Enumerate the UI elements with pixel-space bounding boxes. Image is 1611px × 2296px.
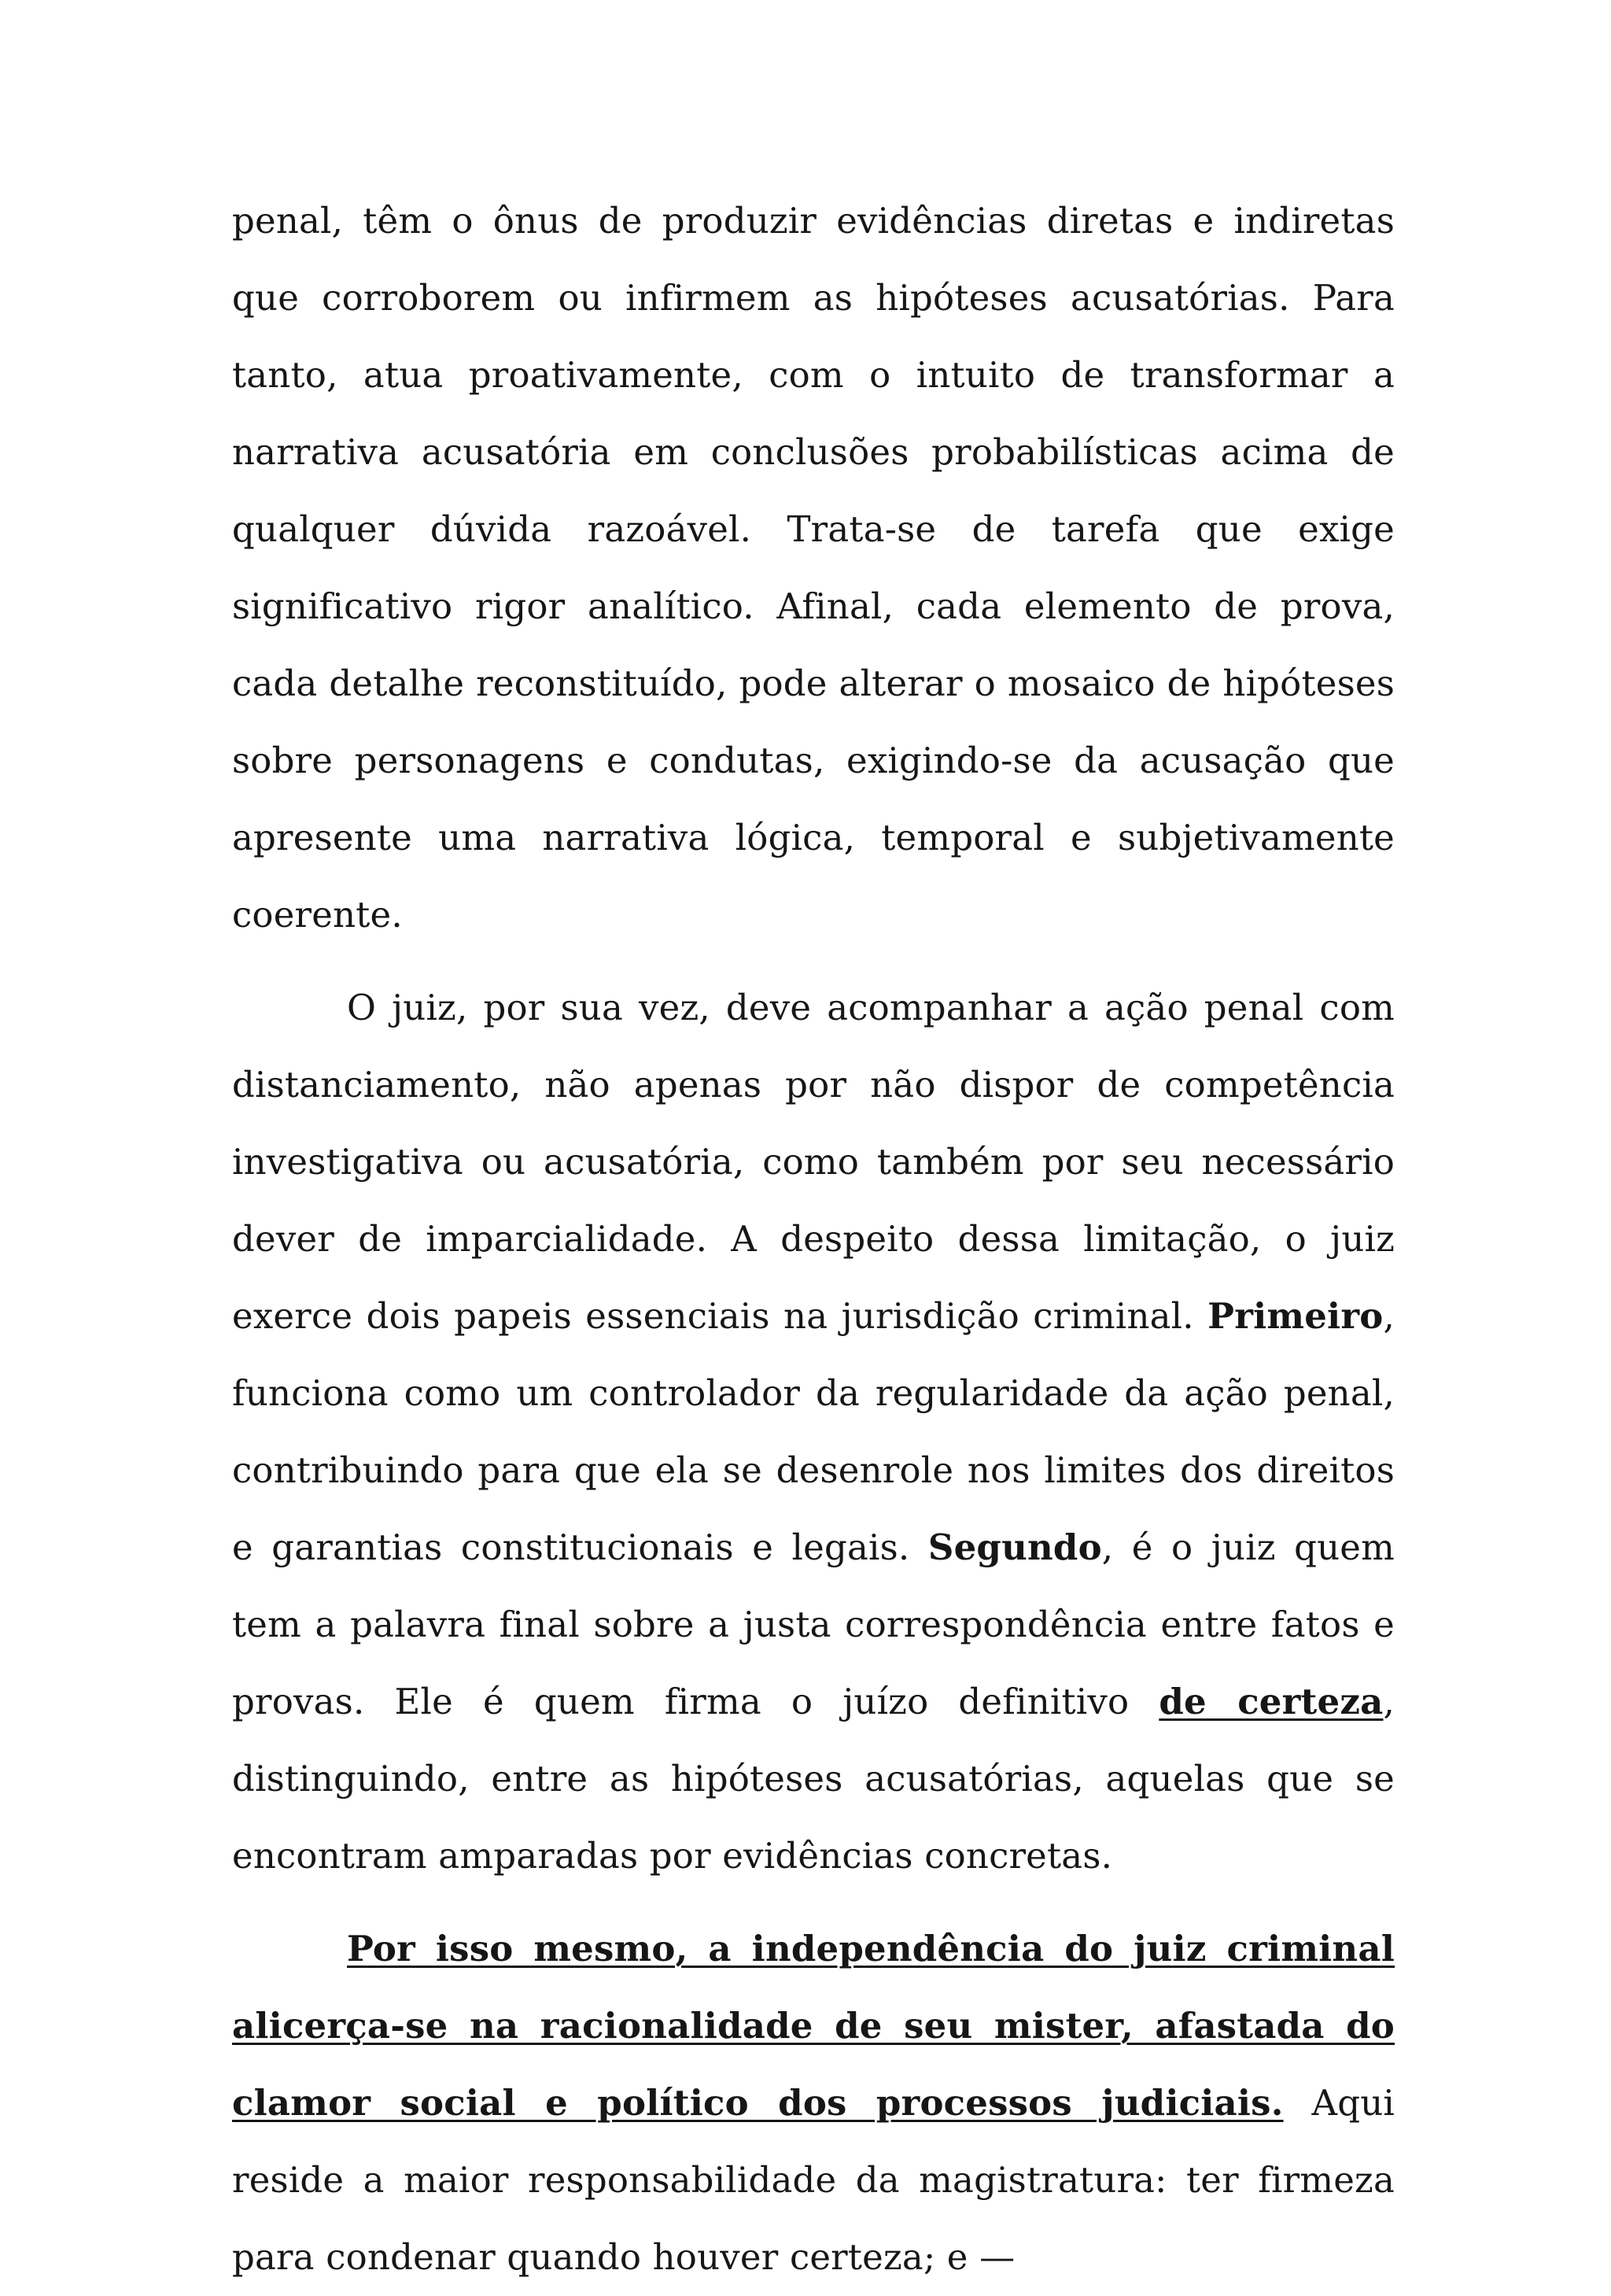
paragraph-3-text: Aqui reside a maior responsabilidade da magistratura: ter firmeza para condenar quando houver certeza; e —: [232, 2082, 1395, 2278]
paragraph-1-text: penal, têm o ônus de produzir evidências diretas e indiretas que corroborem ou infirmem as hipóteses acusatórias. Para tanto, atua proativamente, com o intuito de transformar a narrativa acusatória em conclusões probabilísticas acima de qualquer dúvida razoável. Trata-se de tarefa que exige significativo rigor analítico. Afinal, cada elemento de prova, cada detalhe reconstituído, pode alterar o mosaico de hipóteses sobre personagens e condutas, exigindo-se da acusação que apresente uma narrativa lógica, temporal e subjetivamente coerente.: [232, 200, 1395, 936]
document-body: [232, 183, 1395, 2296]
bold-term-primeiro: Primeiro: [1207, 1295, 1384, 1337]
paragraph-2: [232, 969, 1395, 1895]
emphasis-de-certeza: de certeza: [1159, 1681, 1384, 1722]
paragraph-1: [232, 183, 1395, 954]
emphasis-independencia: Por isso mesmo, a independência do juiz criminal alicerça-se na racionalidade de seu mister, afastada do clamor social e político dos processos judiciais.: [232, 1928, 1395, 2124]
paragraph-2-text-a: O juiz, por sua vez, deve acompanhar a ação penal com distanciamento, não apenas por não dispor de competência investigativa ou acusatória, como também por seu necessário dever de imparcialidade. A despeito dessa limitação, o juiz exerce dois papeis essenciais na jurisdição criminal.: [232, 987, 1395, 1337]
paragraph-3: [232, 1910, 1395, 2296]
paragraph-2-text-d: , distinguindo, entre as hipóteses acusatórias, aquelas que se encontram amparadas por evidências concretas.: [232, 1681, 1395, 1877]
bold-term-segundo: Segundo: [927, 1526, 1102, 1568]
paragraph-2-text-c: , é o juiz quem tem a palavra final sobre a justa correspondência entre fatos e provas. Ele é quem firma o juízo definitivo: [232, 1526, 1395, 1722]
paragraph-2-text-b: , funciona como um controlador da regularidade da ação penal, contribuindo para que ela se desenrole nos limites dos direitos e garantias constitucionais e legais.: [232, 1295, 1395, 1568]
